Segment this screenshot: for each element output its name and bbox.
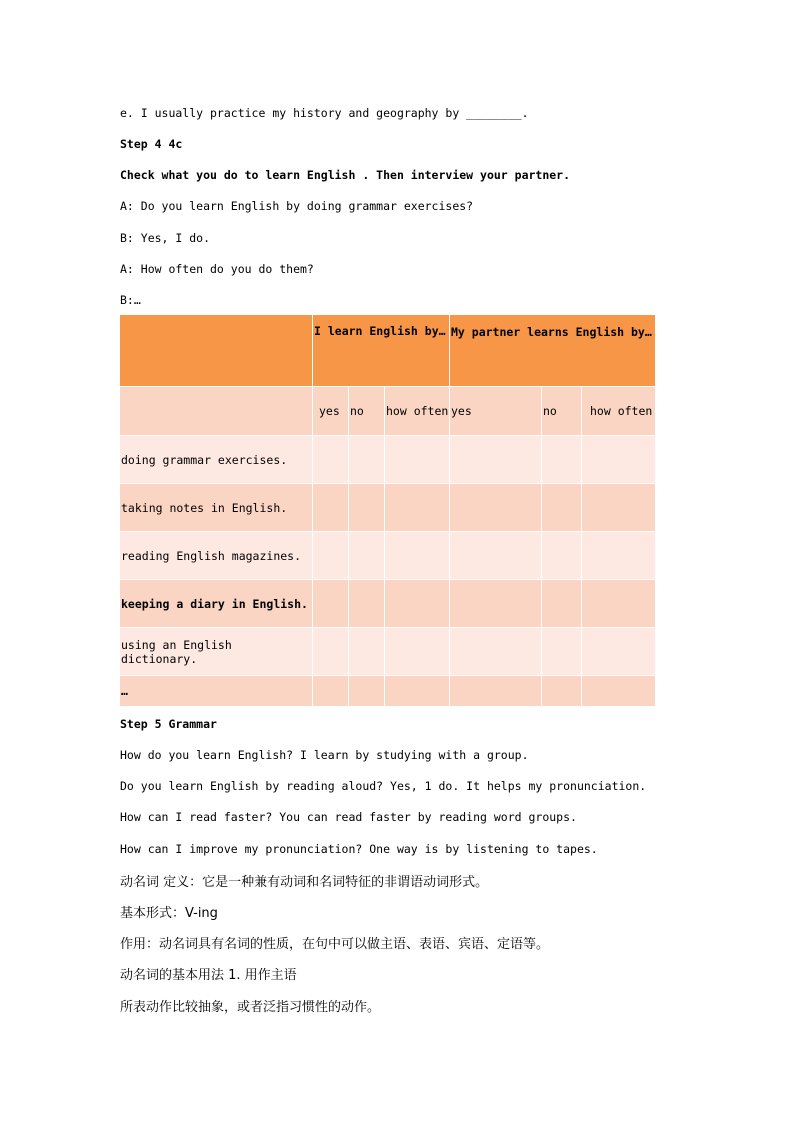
header-i-learn: I learn English by…	[313, 315, 450, 387]
table-row	[120, 676, 656, 707]
grammar-example-3: How can I read faster? You can read faster by reading word groups.	[120, 810, 577, 824]
row-label: using an English dictionary.	[120, 628, 313, 676]
exercise-line-e: e. I usually practice my history and geography by ________.	[120, 106, 529, 120]
dialogue-a2: A: How often do you do them?	[120, 262, 314, 276]
row-label: doing grammar exercises.	[120, 436, 313, 484]
header-partner: My partner learns English by…	[450, 315, 656, 387]
gerund-usage-note: 所表动作比较抽象，或者泛指习惯性的动作。	[120, 1000, 381, 1015]
subheader-partner-no: no	[542, 387, 582, 436]
subheader-partner-how-often: how often	[582, 387, 656, 436]
table-subheader-row	[120, 387, 656, 436]
subheader-empty-cell	[120, 387, 313, 436]
gerund-function: 作用：动名词具有名词的性质，在句中可以做主语、表语、宾语、定语等。	[120, 937, 550, 952]
gerund-usage-heading: 动名词的基本用法 1. 用作主语	[120, 968, 297, 983]
table-row	[120, 436, 656, 484]
step5-heading: Step 5 Grammar	[120, 717, 217, 731]
subheader-yes: yes	[313, 387, 349, 436]
grammar-example-2: Do you learn English by reading aloud? Yes, 1 do. It helps my pronunciation.	[120, 779, 647, 793]
table-header-row	[120, 315, 656, 387]
grammar-example-4: How can I improve my pronunciation? One way is by listening to tapes.	[120, 842, 598, 856]
table-row	[120, 580, 656, 628]
subheader-partner-yes: yes	[450, 387, 542, 436]
dialogue-b2: B:…	[120, 293, 141, 307]
gerund-definition: 动名词 定义：它是一种兼有动词和名词特征的非谓语动词形式。	[120, 875, 489, 890]
row-label: reading English magazines.	[120, 532, 313, 580]
row-label: …	[120, 676, 313, 707]
step4-heading: Step 4 4c	[120, 137, 183, 151]
row-label: taking notes in English.	[120, 484, 313, 532]
table-row	[120, 532, 656, 580]
dialogue-a1: A: Do you learn English by doing grammar exercises?	[120, 199, 474, 213]
instruction-text: Check what you do to learn English . Then interview your partner.	[120, 168, 571, 182]
row-label: keeping a diary in English.	[120, 580, 313, 628]
table-row	[120, 628, 656, 676]
grammar-example-1: How do you learn English? I learn by studying with a group.	[120, 748, 529, 762]
gerund-form: 基本形式：V-ing	[120, 906, 218, 921]
header-empty-cell	[120, 315, 313, 387]
survey-table	[119, 314, 656, 707]
dialogue-b1: B: Yes, I do.	[120, 231, 211, 245]
subheader-how-often: how often	[385, 387, 450, 436]
table-row	[120, 484, 656, 532]
subheader-no: no	[349, 387, 385, 436]
